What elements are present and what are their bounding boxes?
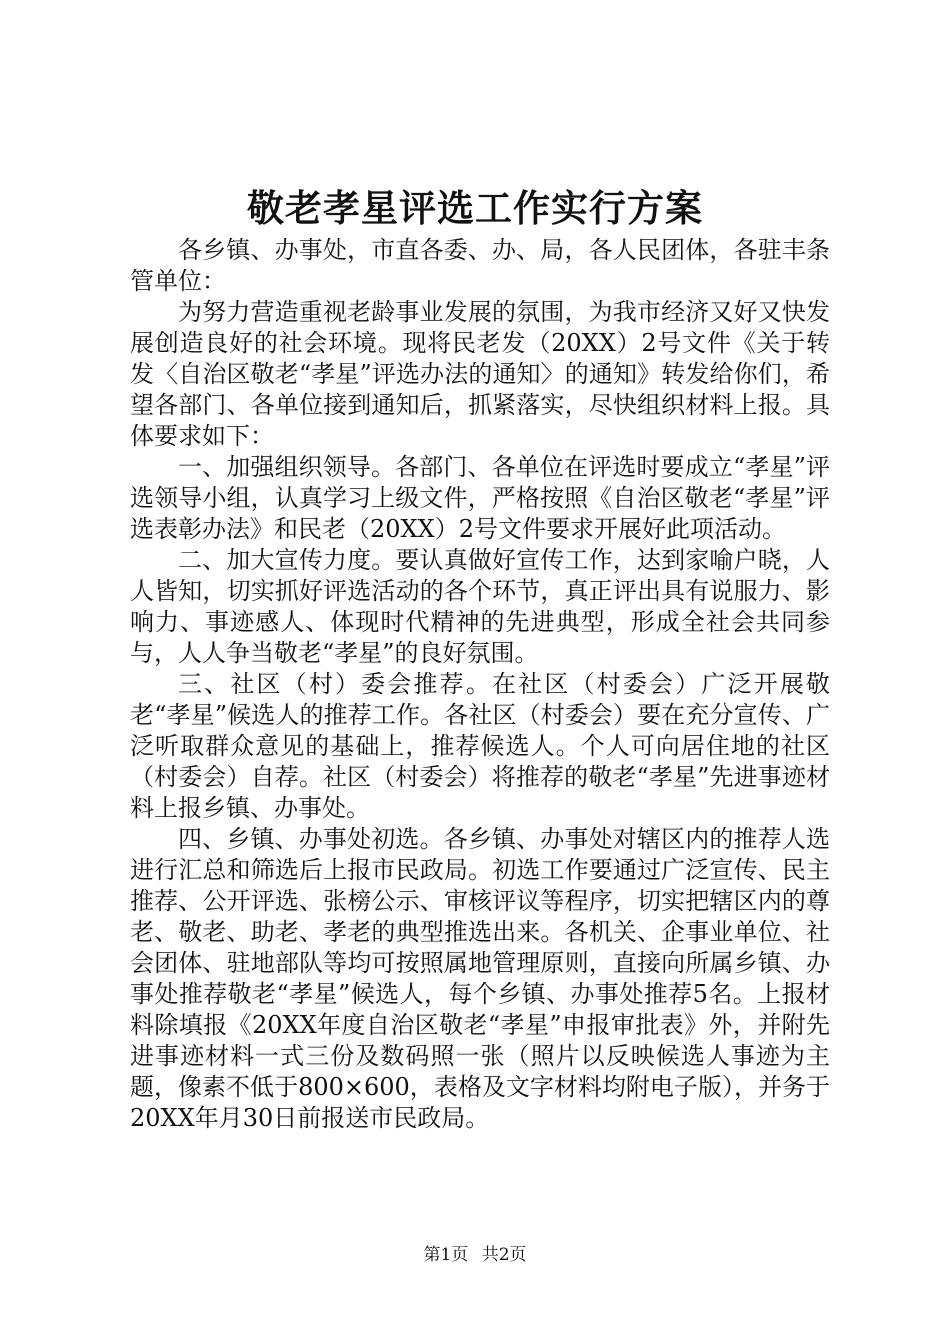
- paragraph-item-4: 四、乡镇、办事处初选。各乡镇、办事处对辖区内的推荐人选进行汇总和筛选后上报市民政局。初选工作要通过广泛宣传、民主推荐、公开评选、张榜公示、审核评议等程序，切实把辖区内的尊老、敬老、助老、孝老的典型推选出来。各机关、企事业单位、社会团体、驻地部队等均可按照属地管理原则，直接向所属乡镇、办事处推荐敬老“孝星”候选人，每个乡镇、办事处推荐5名。上报材料除填报《20XX年度自治区敬老“孝星”申报审批表》外，并附先进事迹材料一式三份及数码照一张（照片以反映候选人事迹为主题，像素不低于800×600，表格及文字材料均附电子版），并务于20XX年月30日前报送市民政局。: [130, 825, 830, 1132]
- page-total: 共2页: [481, 1245, 527, 1265]
- page-footer: [0, 1244, 950, 1266]
- document-body: [130, 235, 830, 1134]
- document-title: 敬老孝星评选工作实行方案: [247, 186, 703, 230]
- salutation: 各乡镇、办事处，市直各委、办、局，各人民团体，各驻丰条管单位：: [130, 236, 830, 295]
- paragraph-intro: 为努力营造重视老龄事业发展的氛围，为我市经济又好又快发展创造良好的社会环境。现将民老发（20XX）2号文件《关于转发〈自治区敬老“孝星”评选办法的通知〉的通知》转发给你们，希望各部门、各单位接到通知后，抓紧落实，尽快组织材料上报。具体要求如下：: [130, 298, 830, 450]
- page-number: 第1页: [423, 1245, 469, 1265]
- paragraph-item-2: 二、加大宣传力度。要认真做好宣传工作，达到家喻户晓，人人皆知，切实抓好评选活动的各个环节，真正评出具有说服力、影响力、事迹感人、体现时代精神的先进典型，形成全社会共同参与，人人争当敬老“孝星”的良好氛围。: [130, 546, 830, 667]
- paragraph-item-3: 三、社区（村）委会推荐。在社区（村委会）广泛开展敬老“孝星”候选人的推荐工作。各社区（村委会）要在充分宣传、广泛听取群众意见的基础上，推荐候选人。个人可向居住地的社区（村委会）自荐。社区（村委会）将推荐的敬老“孝星”先进事迹材料上报乡镇、办事处。: [130, 670, 830, 822]
- paragraph-item-1: 一、加强组织领导。各部门、各单位在评选时要成立“孝星”评选领导小组，认真学习上级文件，严格按照《自治区敬老“孝星”评选表彰办法》和民老（20XX）2号文件要求开展好此项活动。: [130, 453, 830, 543]
